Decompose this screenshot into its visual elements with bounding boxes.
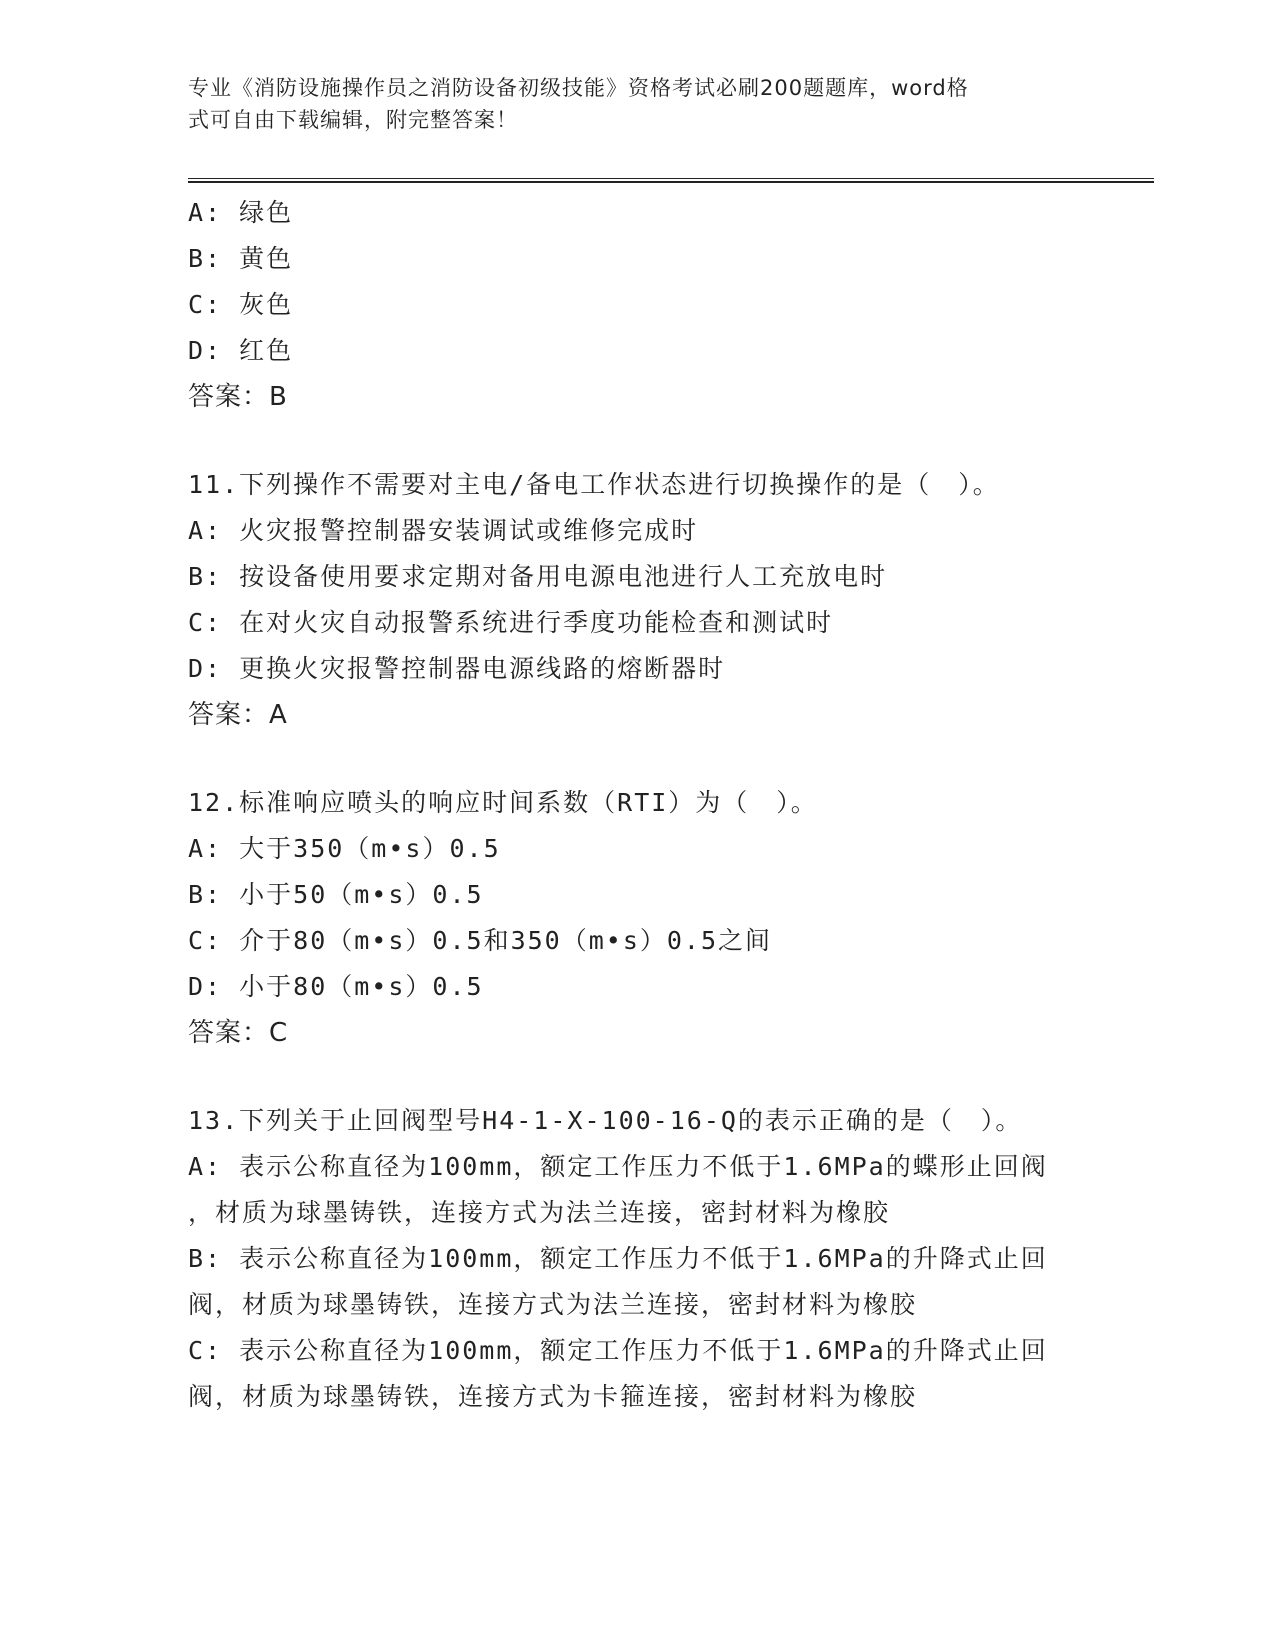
option-c: C: 灰色 — [188, 290, 294, 319]
option-a: A: 火灾报警控制器安装调试或维修完成时 — [188, 516, 699, 545]
question-spacer — [188, 738, 1088, 780]
option-b: B: 黄色 — [188, 244, 294, 273]
option-d: D: 小于80（m•s）0.5 — [188, 972, 484, 1001]
question-spacer — [188, 420, 1088, 462]
option-b: B: 小于50（m•s）0.5 — [188, 880, 484, 909]
option-b: B: 按设备使用要求定期对备用电源电池进行人工充放电时 — [188, 562, 888, 591]
question-10 — [188, 190, 1088, 420]
option-d: D: 更换火灾报警控制器电源线路的熔断器时 — [188, 654, 726, 683]
question-stem: 13.下列关于止回阀型号H4-1-X-100-16-Q的表示正确的是（ ）。 — [188, 1106, 1023, 1135]
option-a-line-1: A: 表示公称直径为100mm，额定工作压力不低于1.6MPa的蝶形止回阀 — [188, 1152, 1048, 1181]
header-divider-thin — [188, 178, 1154, 179]
option-c: C: 介于80（m•s）0.5和350（m•s）0.5之间 — [188, 926, 773, 955]
option-b-line-2: 阀，材质为球墨铸铁，连接方式为法兰连接，密封材料为橡胶 — [188, 1290, 918, 1319]
option-d: D: 红色 — [188, 336, 294, 365]
question-12 — [188, 780, 1088, 1056]
option-a-line-2: ，材质为球墨铸铁，连接方式为法兰连接，密封材料为橡胶 — [188, 1198, 891, 1227]
question-11 — [188, 462, 1088, 738]
question-spacer — [188, 1056, 1088, 1098]
question-list — [188, 190, 1088, 1420]
document-header — [188, 72, 1088, 136]
header-divider-thick — [188, 181, 1154, 183]
option-a: A: 绿色 — [188, 198, 294, 227]
option-b-line-1: B: 表示公称直径为100mm，额定工作压力不低于1.6MPa的升降式止回 — [188, 1244, 1048, 1273]
question-stem: 12.标准响应喷头的响应时间系数（RTI）为（ ）。 — [188, 788, 818, 817]
answer-label: 答案：B — [188, 382, 288, 412]
option-c: C: 在对火灾自动报警系统进行季度功能检查和测试时 — [188, 608, 834, 637]
header-line-2: 式可自由下载编辑，附完整答案！ — [188, 108, 518, 132]
option-c-line-2: 阀，材质为球墨铸铁，连接方式为卡箍连接，密封材料为橡胶 — [188, 1382, 918, 1411]
answer-label: 答案：C — [188, 1018, 289, 1048]
header-line-1: 专业《消防设施操作员之消防设备初级技能》资格考试必刷200题题库，word格 — [188, 76, 969, 100]
question-13 — [188, 1098, 1088, 1420]
option-a: A: 大于350（m•s）0.5 — [188, 834, 501, 863]
answer-label: 答案：A — [188, 700, 288, 730]
option-c-line-1: C: 表示公称直径为100mm，额定工作压力不低于1.6MPa的升降式止回 — [188, 1336, 1048, 1365]
question-stem: 11.下列操作不需要对主电/备电工作状态进行切换操作的是（ ）。 — [188, 470, 1000, 499]
